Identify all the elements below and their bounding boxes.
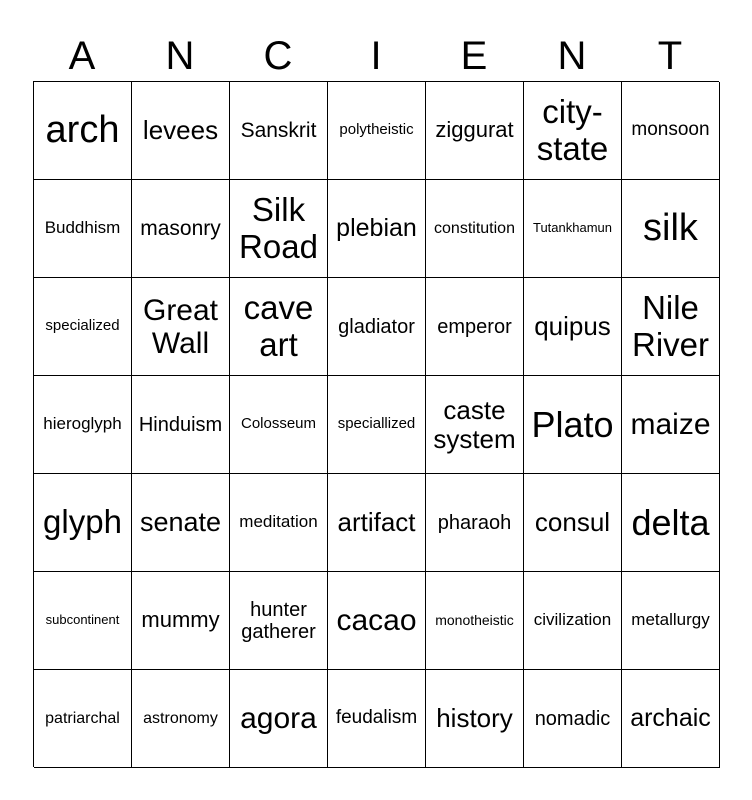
bingo-cell[interactable]: caste system: [426, 376, 524, 474]
bingo-cell[interactable]: consul: [524, 474, 622, 572]
bingo-cell[interactable]: archaic: [622, 670, 720, 768]
bingo-cell[interactable]: pharaoh: [426, 474, 524, 572]
bingo-cell[interactable]: artifact: [328, 474, 426, 572]
bingo-cell[interactable]: city-state: [524, 82, 622, 180]
bingo-cell[interactable]: meditation: [230, 474, 328, 572]
bingo-cell[interactable]: history: [426, 670, 524, 768]
bingo-cell[interactable]: constitution: [426, 180, 524, 278]
header-letter: E: [460, 34, 488, 78]
bingo-cell[interactable]: emperor: [426, 278, 524, 376]
bingo-cell[interactable]: civilization: [524, 572, 622, 670]
bingo-cell[interactable]: mummy: [132, 572, 230, 670]
header-letter: N: [557, 34, 587, 78]
bingo-cell[interactable]: glyph: [34, 474, 132, 572]
bingo-cell[interactable]: Silk Road: [230, 180, 328, 278]
bingo-cell[interactable]: subcontinent: [34, 572, 132, 670]
bingo-cell[interactable]: delta: [622, 474, 720, 572]
bingo-cell[interactable]: polytheistic: [328, 82, 426, 180]
bingo-cell[interactable]: Nile River: [622, 278, 720, 376]
bingo-board: [33, 81, 719, 767]
bingo-cell[interactable]: monsoon: [622, 82, 720, 180]
header-letter: N: [165, 34, 195, 78]
bingo-cell[interactable]: silk: [622, 180, 720, 278]
bingo-cell[interactable]: cave art: [230, 278, 328, 376]
header-letter: A: [68, 34, 96, 78]
bingo-cell[interactable]: Hinduism: [132, 376, 230, 474]
bingo-cell[interactable]: masonry: [132, 180, 230, 278]
bingo-cell[interactable]: agora: [230, 670, 328, 768]
bingo-cell[interactable]: speciallized: [328, 376, 426, 474]
header-letter: T: [657, 34, 683, 78]
bingo-cell[interactable]: Great Wall: [132, 278, 230, 376]
bingo-cell[interactable]: patriarchal: [34, 670, 132, 768]
header-letter: I: [370, 34, 382, 78]
bingo-cell[interactable]: maize: [622, 376, 720, 474]
bingo-cell[interactable]: cacao: [328, 572, 426, 670]
bingo-cell[interactable]: quipus: [524, 278, 622, 376]
bingo-cell[interactable]: metallurgy: [622, 572, 720, 670]
bingo-cell[interactable]: feudalism: [328, 670, 426, 768]
bingo-cell[interactable]: Sanskrit: [230, 82, 328, 180]
bingo-cell[interactable]: Buddhism: [34, 180, 132, 278]
bingo-cell[interactable]: Plato: [524, 376, 622, 474]
bingo-cell[interactable]: arch: [34, 82, 132, 180]
bingo-cell[interactable]: Tutankhamun: [524, 180, 622, 278]
bingo-cell[interactable]: senate: [132, 474, 230, 572]
bingo-cell[interactable]: hieroglyph: [34, 376, 132, 474]
bingo-cell[interactable]: monotheistic: [426, 572, 524, 670]
bingo-cell[interactable]: plebian: [328, 180, 426, 278]
bingo-cell[interactable]: ziggurat: [426, 82, 524, 180]
header-letter: C: [263, 34, 293, 78]
bingo-cell[interactable]: Colosseum: [230, 376, 328, 474]
bingo-header: [33, 30, 719, 80]
bingo-cell[interactable]: levees: [132, 82, 230, 180]
bingo-cell[interactable]: gladiator: [328, 278, 426, 376]
bingo-cell[interactable]: astronomy: [132, 670, 230, 768]
bingo-cell[interactable]: hunter gatherer: [230, 572, 328, 670]
bingo-cell[interactable]: nomadic: [524, 670, 622, 768]
bingo-cell[interactable]: specialized: [34, 278, 132, 376]
